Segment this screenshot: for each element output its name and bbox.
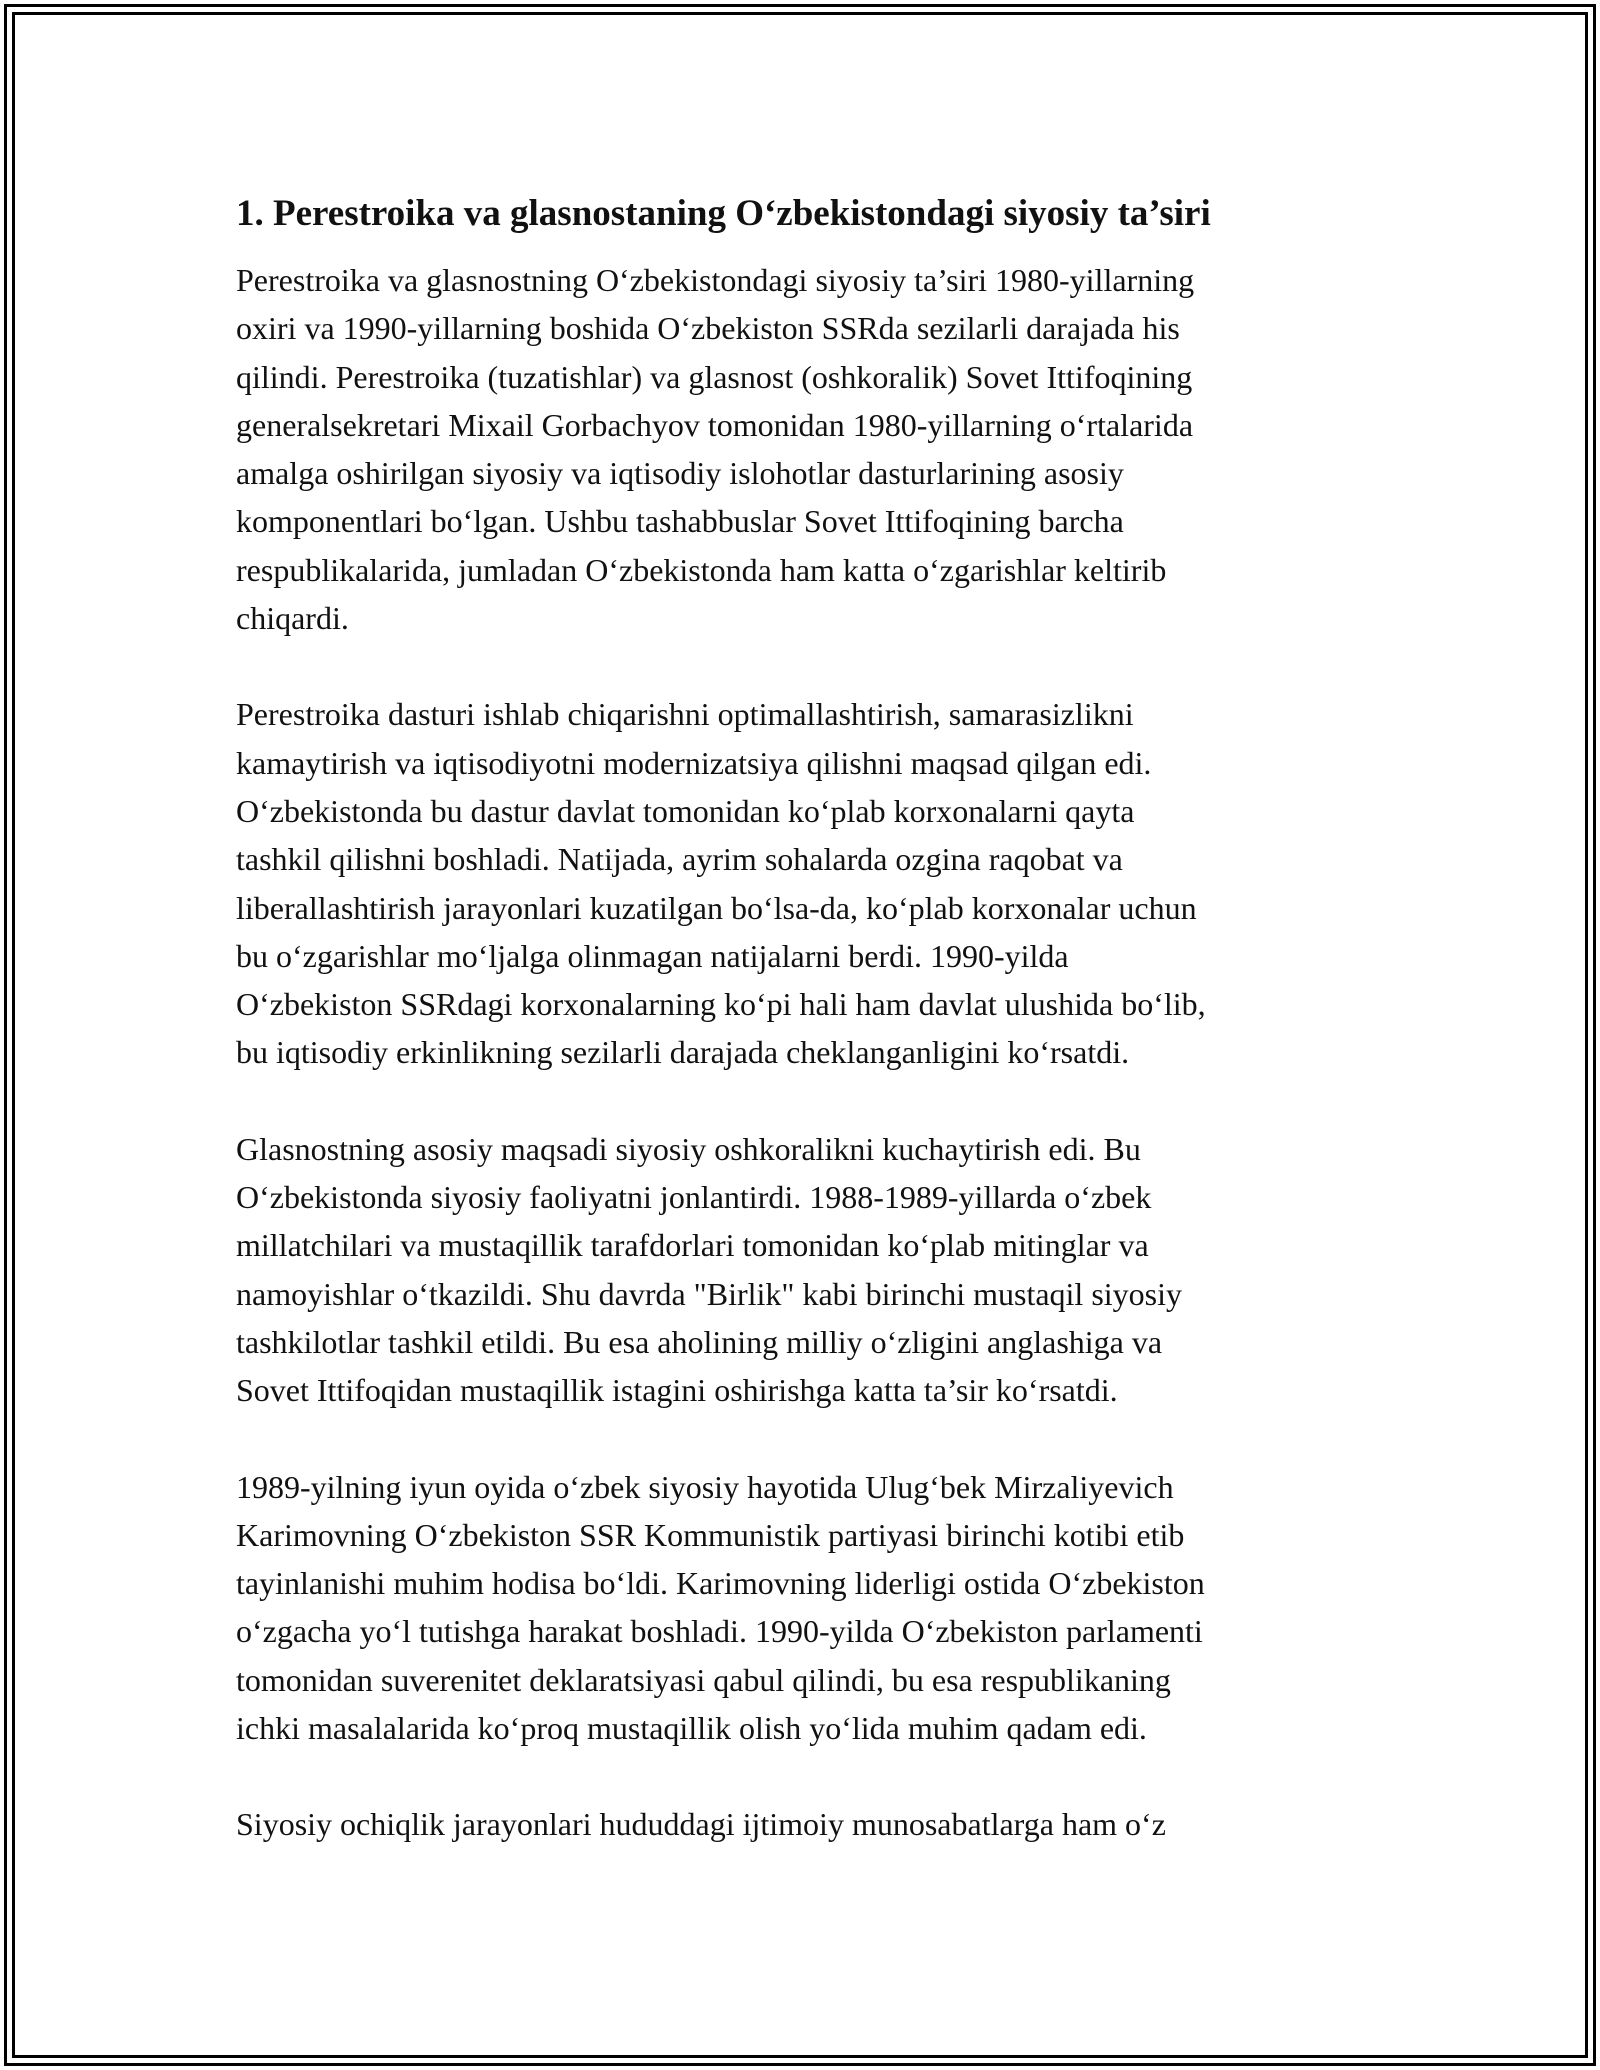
text-line: Perestroika dasturi ishlab chiqarishni optimallashtirish, samarasizlikni — [236, 696, 1134, 733]
text-line: liberallashtirish jarayonlari kuzatilgan bo‘lsa-da, ko‘plab korxonalar uchun — [236, 889, 1197, 926]
paragraph-3 — [236, 1125, 1366, 1415]
text-line: tashkilotlar tashkil etildi. Bu esa aholining milliy o‘zligini anglashiga va — [236, 1323, 1163, 1360]
text-line: ichki masalalarida ko‘proq mustaqillik olish yo‘lida muhim qadam edi. — [236, 1710, 1147, 1747]
paragraph-1 — [236, 256, 1366, 642]
text-line: Perestroika va glasnostning O‘zbekistondagi siyosiy ta’siri 1980-yillarning — [236, 262, 1195, 298]
text-line: respublikalarida, jumladan O‘zbekistonda ham katta o‘zgarishlar keltirib — [236, 551, 1167, 588]
section-heading: 1. Perestroika va glasnostaning O‘zbekistondagi siyosiy ta’siri — [236, 193, 1211, 234]
text-line: tashkil qilishni boshladi. Natijada, ayrim sohalarda ozgina raqobat va — [236, 841, 1123, 878]
text-line: Karimovning O‘zbekiston SSR Kommunistik partiyasi birinchi kotibi etib — [236, 1516, 1185, 1553]
text-line: Sovet Ittifoqidan mustaqillik istagini oshirishga katta ta’sir ko‘rsatdi. — [236, 1372, 1118, 1409]
text-line: O‘zbekistonda bu dastur davlat tomonidan ko‘plab korxonalarni qayta — [236, 792, 1135, 829]
text-line: chiqardi. — [236, 600, 349, 637]
paragraph-4 — [236, 1463, 1366, 1753]
text-line: Siyosiy ochiqlik jarayonlari hududdagi ijtimoiy munosabatlarga ham o‘z — [236, 1806, 1166, 1843]
text-line: oxiri va 1990-yillarning boshida O‘zbekiston SSRda sezilarli darajada his — [236, 310, 1180, 347]
text-line: 1989-yilning iyun oyida o‘zbek siyosiy hayotida Ulug‘bek Mirzaliyevich — [236, 1468, 1174, 1505]
text-line: tayinlanishi muhim hodisa bo‘ldi. Karimovning liderligi ostida O‘zbekiston — [236, 1565, 1205, 1602]
text-line: generalsekretari Mixail Gorbachyov tomonidan 1980-yillarning o‘rtalarida — [236, 406, 1194, 443]
text-line: O‘zbekistonda siyosiy faoliyatni jonlantirdi. 1988-1989-yillarda o‘zbek — [236, 1179, 1152, 1216]
text-line: bu o‘zgarishlar mo‘ljalga olinmagan natijalarni berdi. 1990-yilda — [236, 937, 1069, 974]
text-line: bu iqtisodiy erkinlikning sezilarli darajada cheklanganligini ko‘rsatdi. — [236, 1034, 1130, 1071]
text-line: qilindi. Perestroika (tuzatishlar) va glasnost (oshkoralik) Sovet Ittifoqining — [236, 358, 1193, 395]
text-line: namoyishlar o‘tkazildi. Shu davrda "Birlik" kabi birinchi mustaqil siyosiy — [236, 1275, 1182, 1312]
text-line: komponentlari bo‘lgan. Ushbu tashabbuslar Sovet Ittifoqining barcha — [236, 503, 1124, 540]
document-body — [236, 186, 1366, 1897]
text-line: millatchilari va mustaqillik tarafdorlari tomonidan ko‘plab mitinglar va — [236, 1227, 1149, 1264]
text-line: o‘zgacha yo‘l tutishga harakat boshladi. 1990-yilda O‘zbekiston parlamenti — [236, 1613, 1203, 1650]
paragraph-2 — [236, 690, 1366, 1076]
text-line: Glasnostning asosiy maqsadi siyosiy oshkoralikni kuchaytirish edi. Bu — [236, 1130, 1141, 1167]
paragraph-5 — [236, 1800, 1366, 1848]
text-line: kamaytirish va iqtisodiyotni modernizatsiya qilishni maqsad qilgan edi. — [236, 744, 1152, 781]
text-line: O‘zbekiston SSRdagi korxonalarning ko‘pi hali ham davlat ulushida bo‘lib, — [236, 986, 1206, 1023]
text-line: tomonidan suverenitet deklaratsiyasi qabul qilindi, bu esa respublikaning — [236, 1661, 1171, 1698]
text-line: amalga oshirilgan siyosiy va iqtisodiy islohotlar dasturlarining asosiy — [236, 455, 1124, 492]
